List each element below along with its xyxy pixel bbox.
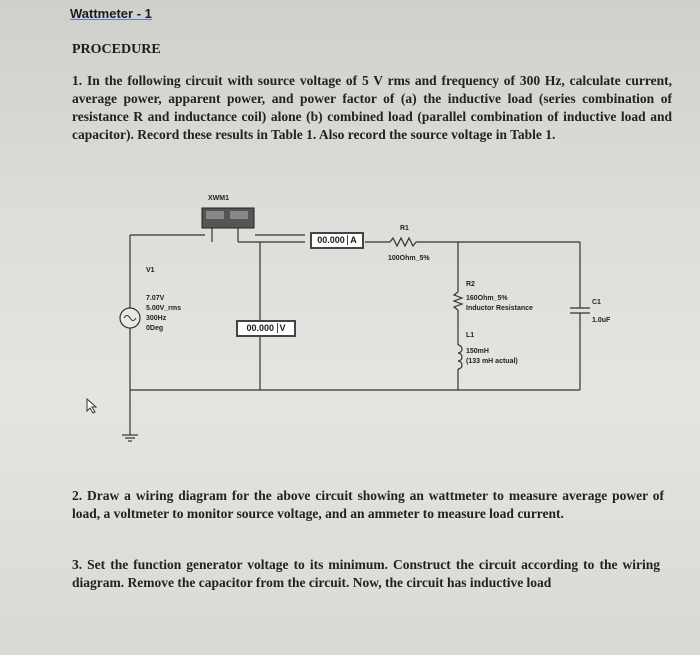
step-2-paragraph: 2. Draw a wiring diagram for the above circuit showing an wattmeter to measure average power of load, a voltmeter to monitor source voltage, and an ammeter to measure load current. — [72, 488, 664, 521]
l1-actual: (133 mH actual) — [466, 358, 518, 365]
voltmeter-unit: V — [277, 323, 286, 333]
step-3-paragraph: 3. Set the function generator voltage to its minimum. Construct the circuit according to the wiring diagram. Remove the capacitor from the circuit. Now, the circuit has inductive load — [72, 557, 660, 590]
wattmeter-label: XWM1 — [208, 195, 229, 202]
procedure-heading: PROCEDURE — [72, 42, 161, 57]
c1-label: C1 — [592, 299, 601, 306]
v1-frequency: 300Hz — [146, 315, 167, 322]
c1-value: 1.0uF — [592, 317, 611, 324]
page-title: Wattmeter - 1 — [70, 6, 152, 21]
ammeter-display — [310, 232, 364, 249]
r2-label: R2 — [466, 281, 475, 288]
v1-label: V1 — [146, 267, 155, 274]
v1-phase: 0Deg — [146, 325, 164, 332]
r2-value: 160Ohm_5% — [466, 295, 508, 302]
r1-label: R1 — [400, 225, 409, 232]
voltmeter-display — [236, 320, 296, 337]
r1-value: 100Ohm_5% — [388, 255, 430, 262]
voltmeter-reading: 00.000 — [246, 323, 274, 333]
circuit-diagram — [100, 180, 611, 450]
ammeter-reading: 00.000 — [317, 235, 345, 245]
l1-value: 150mH — [466, 348, 489, 355]
mouse-cursor-icon — [86, 398, 98, 414]
step-1-paragraph: 1. In the following circuit with source voltage of 5 V rms and frequency of 300 Hz, calculate current, average power, apparent power, and power factor of (a) the inductive load (series combination of resistance R and inductance coil) alone (b) combined load (parallel combination of inductive load and capacitor). Record these results in Table 1. Also record the source voltage in Table 1. — [72, 73, 672, 142]
ammeter-unit: A — [347, 235, 357, 245]
r2-description: Inductor Resistance — [466, 305, 533, 312]
v1-peak: 7.07V — [146, 295, 165, 302]
l1-label: L1 — [466, 332, 475, 339]
v1-rms: 5.00V_rms — [146, 305, 182, 312]
